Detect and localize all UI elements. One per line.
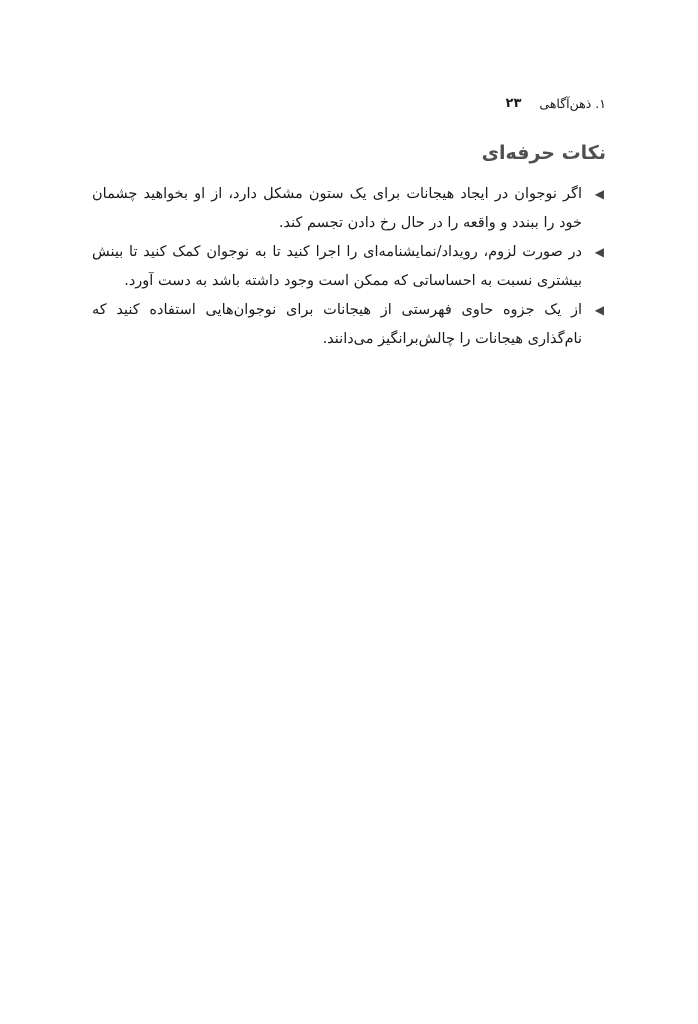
triangle-left-icon: ◀ — [594, 245, 604, 259]
list-item — [92, 238, 606, 296]
section-title: نکات حرفه‌ای — [481, 142, 606, 164]
list-item-text: از یک جزوه حاوی فهرستی از هیجانات برای نوجوان‌هایی استفاده کنید که نام‌گذاری هیجانات را چالش‌برانگیز می‌دانند. — [92, 302, 582, 347]
list-item — [92, 296, 606, 354]
chapter-title: ۱. ذهن‌آگاهی — [539, 95, 606, 111]
triangle-left-icon: ◀ — [594, 303, 604, 317]
list-item — [92, 180, 606, 238]
page-number: ۲۳ — [505, 95, 522, 111]
list-item-text: در صورت لزوم، رویداد/نمایشنامه‌ای را اجرا کنید تا به نوجوان کمک کنید تا بینش بیشتری نسبت به احساساتی که ممکن است وجود داشته باشد به دست آورد. — [92, 244, 582, 289]
list-item-text: اگر نوجوان در ایجاد هیجانات برای یک ستون مشکل دارد، از او بخواهید چشمان خود را ببندد و واقعه را در حال رخ دادن تجسم کند. — [92, 186, 582, 231]
tips-list — [92, 180, 606, 354]
running-header — [92, 92, 606, 114]
triangle-left-icon: ◀ — [594, 187, 604, 201]
